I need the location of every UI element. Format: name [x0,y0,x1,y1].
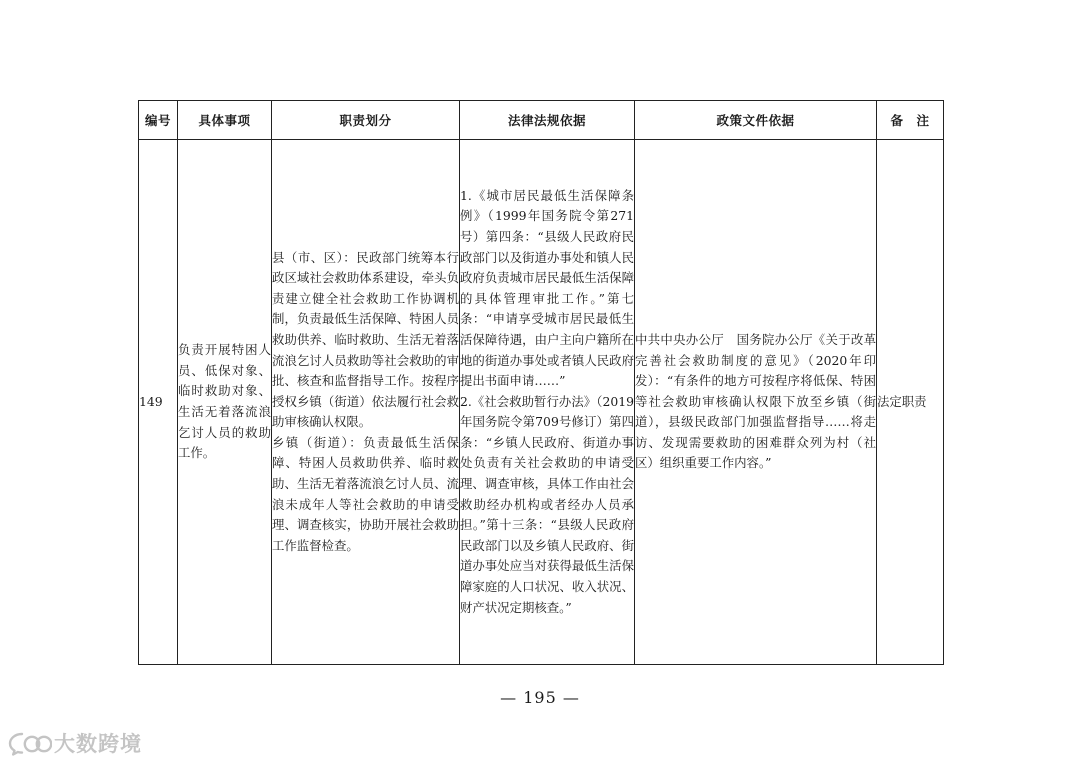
duty-township: 乡镇（街道）：负责最低生活保障、特困人员救助供养、临时救助、生活无着落流浪乞讨人员、流浪未成年人等社会救助的申请受理、调查核实，协助开展社会救助工作监督检查。 [272,434,459,553]
responsibility-table [138,100,944,665]
row-item: 负责开展特困人员、低保对象、临时救助对象、生活无着落流浪乞讨人员的救助工作。 [178,140,272,665]
header-item: 具体事项 [178,101,272,140]
table-row [139,140,944,665]
header-remark: 备 注 [877,101,944,140]
law-basis-1: 1.《城市居民最低生活保障条例》（1999年国务院令第271号）第四条：“县级人民政府民政部门以及街道办事处和镇人民政府负责城市居民最低生活保障的具体管理审批工作。”第七条：“申请享受城市居民最低生活保障待遇，由户主向户籍所在地的街道办事处或者镇人民政府提出书面申请……” [460,187,634,389]
row-policy: 中共中央办公厅 国务院办公厅《关于改革完善社会救助制度的意见》（2020年印发）：“有条件的地方可按程序将低保、特困等社会救助审核确认权限下放至乡镇（街道），县级民政部门加强监督指导……将走访、发现需要救助的困难群众列为村（社区）组织重要工作内容。” [635,140,877,665]
page-number: — 195 — [500,688,580,707]
law-basis-2: 2.《社会救助暂行办法》（2019年国务院令第709号修订）第四条：“乡镇人民政府、街道办事处负责有关社会救助的申请受理、调查审核，具体工作由社会救助经办机构或者经办人员承担。”第十三条：“县级人民政府民政部门以及乡镇人民政府、街道办事处应当对获得最低生活保障家庭的人口状况、收入状况、财产状况定期核查。” [460,393,634,615]
row-law [460,140,635,665]
row-duty [272,140,460,665]
header-policy: 政策文件依据 [635,101,877,140]
watermark-text: 大数跨境 [54,732,142,756]
wechat-logo-icon [8,730,52,756]
header-number: 编号 [139,101,178,140]
table-header-row [139,101,944,140]
row-number: 149 [139,140,178,665]
watermark [8,728,142,758]
header-duty: 职责划分 [272,101,460,140]
header-law: 法律法规依据 [460,101,635,140]
row-remark: 法定职责 [877,140,944,665]
duty-county: 县（市、区）：民政部门统筹本行政区域社会救助体系建设，牵头负责建立健全社会救助工作协调机制，负责最低生活保障、特困人员救助供养、临时救助、生活无着落流浪乞讨人员救助等社会救助的审批、核查和监督指导工作。按程序授权乡镇（街道）依法履行社会救助审核确认权限。 [272,249,459,430]
